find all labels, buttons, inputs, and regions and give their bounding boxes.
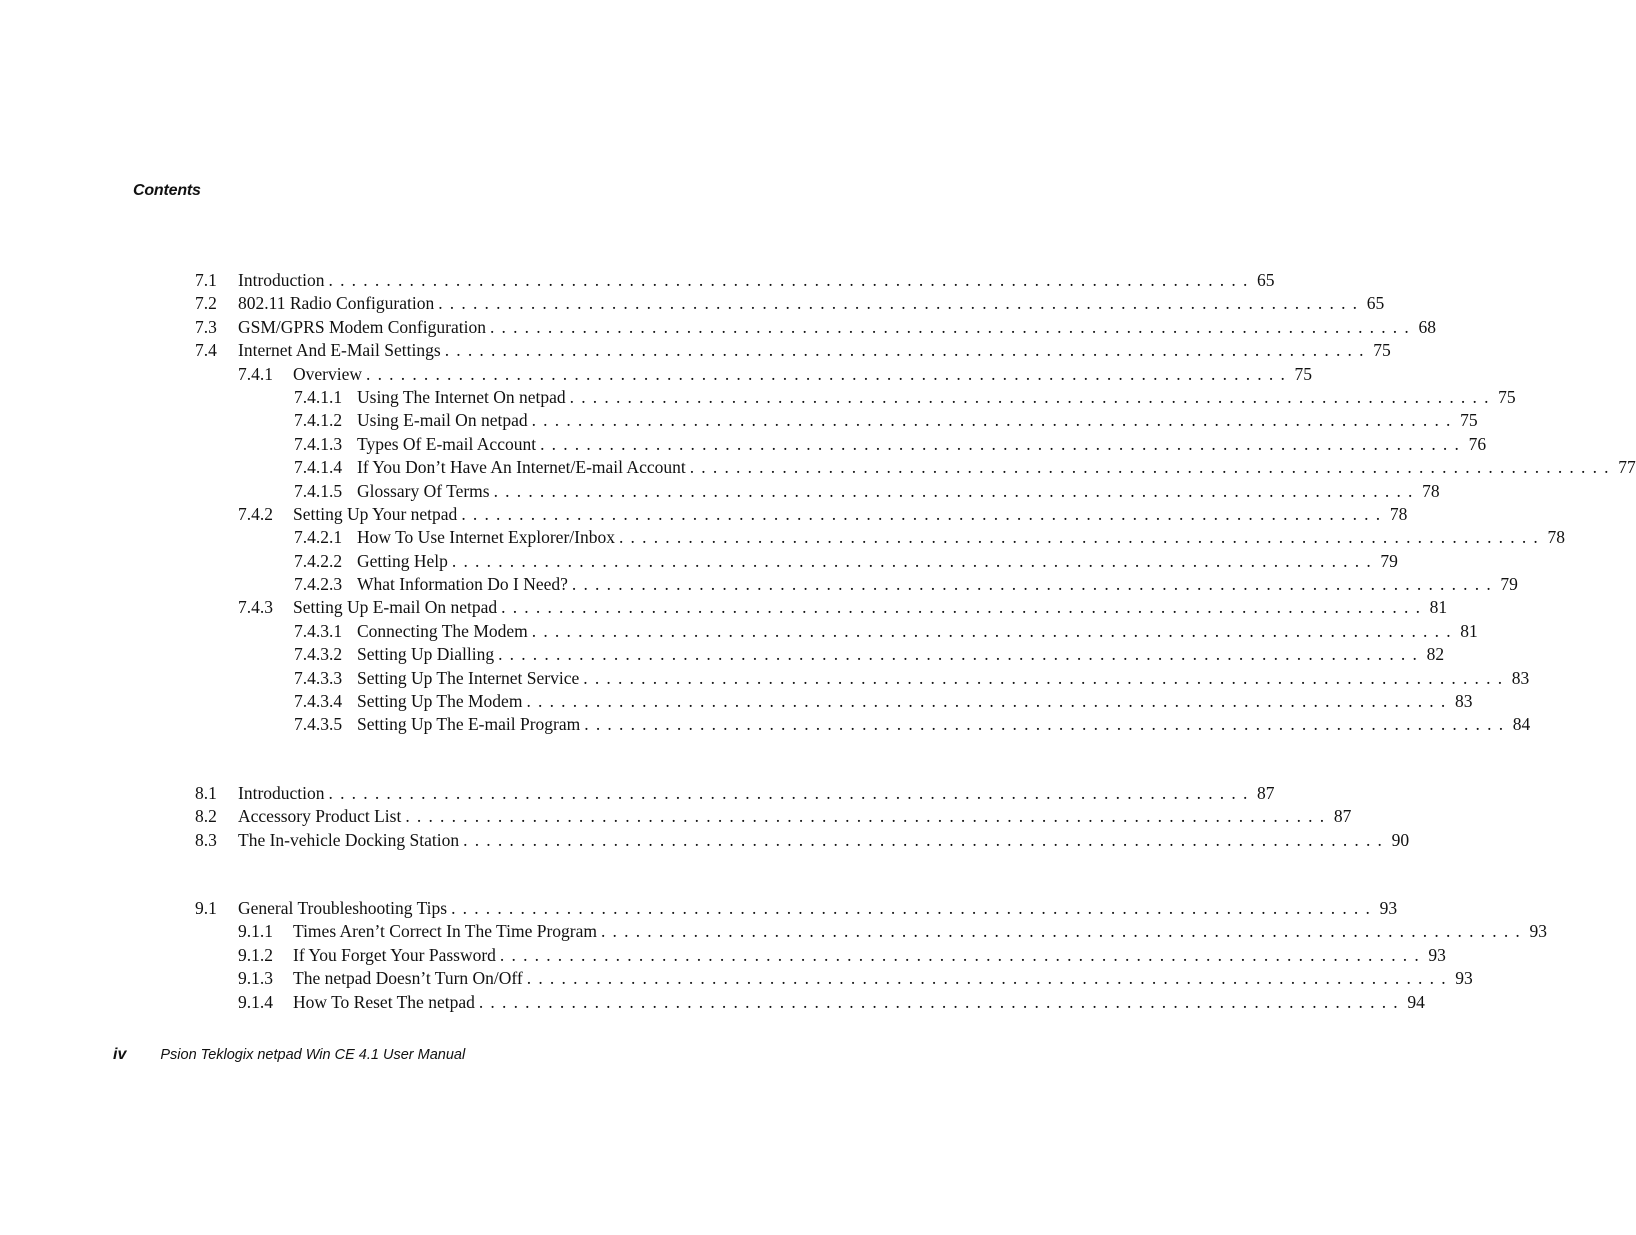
dot-leader: ................................................................................ [405, 806, 1332, 827]
dot-leader: ................................................................................ [463, 829, 1390, 850]
dot-leader: ................................................................................ [444, 340, 1371, 361]
toc-entry[interactable] [0, 944, 1446, 967]
toc-entry[interactable] [0, 573, 1518, 596]
toc-entry-page: 81 [1429, 597, 1448, 618]
dot-leader: ................................................................................ [493, 480, 1420, 501]
toc-entry[interactable] [0, 897, 1398, 920]
toc-entry[interactable] [0, 620, 1478, 643]
toc-entry-title: Setting Up Dialling [357, 643, 498, 666]
toc-entry-title: Getting Help [357, 550, 452, 573]
toc-entry[interactable] [0, 269, 1275, 292]
dot-leader: ................................................................................ [328, 270, 1255, 290]
toc-entry[interactable] [0, 316, 1436, 339]
toc-entry-page: 75 [1460, 410, 1478, 431]
toc-entry-page: 87 [1333, 806, 1352, 827]
toc-entry-title: Using The Internet On netpad [357, 386, 570, 409]
toc-entry-number: 9.1 [195, 898, 217, 918]
dot-leader: ................................................................................ [498, 644, 1425, 665]
toc-entry-number: 7.4.3.5 [294, 714, 343, 735]
toc-entry-number: 7.1 [195, 270, 217, 290]
page-footer [113, 1046, 465, 1064]
toc-entry[interactable] [0, 386, 1516, 409]
toc-entry-title: What Information Do I Need? [357, 573, 572, 596]
dot-leader: ................................................................................ [478, 991, 1405, 1012]
toc-entry-title: Setting Up The Internet Service [357, 667, 583, 690]
toc-entry-number: 7.4.1 [238, 363, 273, 384]
toc-entry-title: Accessory Product List [238, 805, 405, 828]
toc-entry-page: 90 [1391, 829, 1410, 850]
manual-title: Psion Teklogix netpad Win CE 4.1 User Manual [160, 1047, 466, 1063]
toc-entry-page: 93 [1428, 944, 1446, 965]
toc-entry[interactable] [0, 690, 1473, 713]
toc-entry-page: 78 [1389, 503, 1408, 524]
toc-entry-number: 9.1.4 [238, 991, 273, 1012]
toc-entry[interactable] [0, 643, 1445, 666]
toc-entry-title: The In-vehicle Docking Station [238, 829, 463, 852]
toc-entry-title: Connecting The Modem [357, 620, 532, 643]
toc-entry[interactable] [0, 967, 1473, 990]
dot-leader: ................................................................................ [489, 316, 1416, 337]
dot-leader: ................................................................................ [526, 691, 1453, 712]
toc-entry[interactable] [0, 782, 1275, 805]
dot-leader: ................................................................................ [526, 968, 1453, 989]
toc-entry[interactable] [0, 503, 1408, 526]
dot-leader: ................................................................................ [618, 527, 1545, 548]
dot-leader: ................................................................................ [571, 574, 1498, 595]
running-head: Contents [133, 182, 201, 199]
toc-entry-page: 65 [1257, 270, 1275, 290]
dot-leader: ................................................................................ [499, 944, 1426, 965]
toc-entry-number: 7.4.1.4 [294, 457, 343, 478]
dot-leader: ................................................................................ [600, 921, 1527, 942]
toc-entry-page: 84 [1512, 714, 1531, 735]
toc-entry-number: 7.4.1.1 [294, 386, 343, 407]
folio: iv [113, 1046, 127, 1063]
toc-entry-page: 83 [1511, 667, 1530, 688]
toc-entry-title: The netpad Doesn’t Turn On/Off [293, 967, 527, 990]
toc-entry-number: 7.4.1.5 [294, 480, 343, 501]
toc-entry-title: Internet And E-Mail Settings [238, 339, 445, 362]
toc-entry[interactable] [0, 409, 1478, 432]
toc-entry[interactable] [0, 550, 1398, 573]
dot-leader: ................................................................................ [583, 667, 1510, 688]
toc-entry[interactable] [0, 991, 1425, 1014]
toc-entry-page: 93 [1455, 968, 1473, 989]
toc-entry[interactable] [0, 456, 1636, 479]
toc-entry-title: Introduction [238, 269, 329, 292]
toc-entry-number: 9.1.3 [238, 968, 273, 989]
dot-leader: ................................................................................ [438, 293, 1365, 314]
dot-leader: ................................................................................ [451, 550, 1378, 571]
toc-entry-page: 81 [1460, 620, 1478, 641]
toc-entry-title: If You Don’t Have An Internet/E-mail Account [357, 456, 690, 479]
toc-entry-number: 8.1 [195, 783, 217, 803]
toc-entry-page: 65 [1366, 293, 1385, 314]
toc-entry[interactable] [0, 480, 1440, 503]
dot-leader: ................................................................................ [451, 898, 1378, 918]
toc-entry[interactable] [0, 713, 1531, 736]
toc-entry-page: 83 [1454, 691, 1473, 712]
toc-entry-page: 78 [1547, 527, 1565, 548]
toc-entry-page: 79 [1380, 550, 1398, 571]
toc-entry-page: 77 [1618, 457, 1636, 478]
toc-entry-number: 7.4.2.2 [294, 550, 343, 571]
toc-entry-number: 7.4.1.3 [294, 433, 343, 454]
toc-entry[interactable] [0, 339, 1391, 362]
toc-entry-number: 7.4.1.2 [294, 410, 343, 431]
dot-leader: ................................................................................ [328, 783, 1255, 803]
toc-entry-number: 7.4.3.1 [294, 620, 343, 641]
toc-entry-number: 7.4 [195, 340, 217, 361]
toc-entry-title: Glossary Of Terms [357, 480, 494, 503]
toc-entry[interactable] [0, 363, 1313, 386]
toc-entry-title: Introduction [238, 782, 329, 805]
toc-entry[interactable] [0, 920, 1547, 943]
toc-entry-page: 75 [1373, 340, 1391, 361]
toc-entry[interactable] [0, 805, 1352, 828]
toc-entry-number: 7.3 [195, 316, 217, 337]
toc-section-chapter-7 [0, 269, 1636, 737]
toc-entry-number: 7.4.3.3 [294, 667, 343, 688]
dot-leader: ................................................................................ [461, 503, 1388, 524]
toc-entry-page: 75 [1294, 363, 1313, 384]
toc-entry-number: 9.1.1 [238, 921, 273, 942]
toc-entry-number: 9.1.2 [238, 944, 273, 965]
toc-entry[interactable] [0, 433, 1487, 456]
dot-leader: ................................................................................ [584, 714, 1511, 735]
toc-entry-title: 802.11 Radio Configuration [238, 292, 438, 315]
dot-leader: ................................................................................ [531, 620, 1458, 641]
toc-entry-title: Setting Up The E-mail Program [357, 713, 584, 736]
toc-entry-title: How To Use Internet Explorer/Inbox [357, 526, 619, 549]
toc-entry-title: Using E-mail On netpad [357, 409, 532, 432]
dot-leader: ................................................................................ [689, 457, 1616, 478]
toc-entry-number: 7.4.3.4 [294, 691, 343, 712]
toc-entry-title: Setting Up E-mail On netpad [293, 596, 501, 619]
toc-entry-number: 7.4.2.1 [294, 527, 343, 548]
toc-entry-number: 8.3 [195, 829, 217, 850]
toc-entry-page: 93 [1379, 898, 1398, 918]
toc-entry-number: 7.2 [195, 293, 217, 314]
toc-entry-title: Times Aren’t Correct In The Time Program [293, 920, 601, 943]
toc-entry-title: How To Reset The netpad [293, 991, 479, 1014]
toc-entry-number: 7.4.2.3 [294, 574, 343, 595]
toc-entry-title: GSM/GPRS Modem Configuration [238, 316, 490, 339]
toc-entry-title: Setting Up Your netpad [293, 503, 461, 526]
dot-leader: ................................................................................ [569, 386, 1496, 407]
toc-entry-number: 8.2 [195, 806, 217, 827]
toc-entry-page: 78 [1422, 480, 1440, 501]
toc-entry-title: If You Forget Your Password [293, 944, 500, 967]
toc-entry[interactable] [0, 829, 1410, 852]
toc-entry-page: 79 [1500, 574, 1518, 595]
toc-entry[interactable] [0, 292, 1385, 315]
toc-entry-title: Overview [293, 363, 366, 386]
dot-leader: ................................................................................ [540, 433, 1467, 454]
toc-entry-number: 7.4.2 [238, 503, 273, 524]
dot-leader: ................................................................................ [366, 363, 1293, 384]
toc-section-chapter-9 [0, 897, 1547, 1014]
toc-entry-page: 76 [1468, 433, 1487, 454]
toc-entry-page: 82 [1426, 644, 1445, 665]
toc-entry-page: 75 [1498, 386, 1516, 407]
toc-entry-number: 7.4.3 [238, 597, 273, 618]
toc-entry[interactable] [0, 526, 1565, 549]
toc-entry-page: 93 [1529, 921, 1547, 942]
toc-entry-title: Setting Up The Modem [357, 690, 526, 713]
toc-entry-page: 94 [1407, 991, 1425, 1012]
dot-leader: ................................................................................ [531, 410, 1458, 431]
toc-entry-number: 7.4.3.2 [294, 644, 343, 665]
toc-entry[interactable] [0, 596, 1448, 619]
toc-entry-title: Types Of E-mail Account [357, 433, 540, 456]
toc-entry-title: General Troubleshooting Tips [238, 897, 451, 920]
toc-entry[interactable] [0, 667, 1530, 690]
toc-section-chapter-8 [0, 782, 1410, 852]
toc-entry-page: 68 [1418, 316, 1436, 337]
toc-entry-page: 87 [1257, 783, 1275, 803]
dot-leader: ................................................................................ [501, 597, 1428, 618]
